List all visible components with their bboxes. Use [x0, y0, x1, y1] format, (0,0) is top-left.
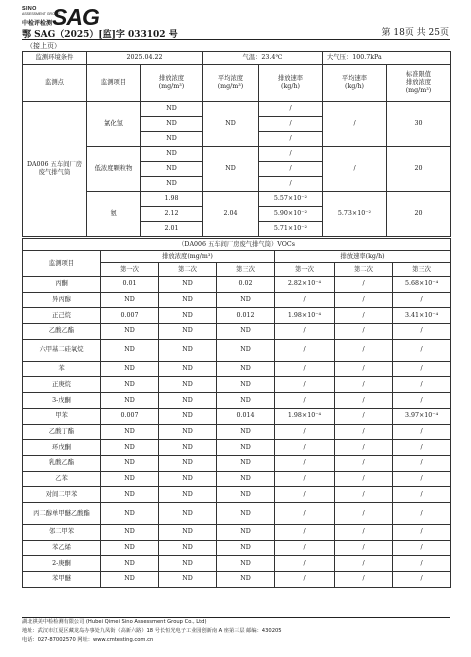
voc-name: 乙酸丁酯	[23, 424, 101, 440]
voc-name: 乳酸乙酯	[23, 455, 101, 471]
voc-concentration: ND	[101, 540, 159, 556]
voc-concentration: ND	[159, 361, 217, 377]
table-row	[23, 192, 451, 207]
voc-name: 2-庚酮	[23, 556, 101, 572]
emission-rate-value: /	[259, 147, 323, 162]
voc-concentration: ND	[217, 292, 275, 308]
table-row	[23, 556, 451, 572]
voc-name: 六甲基二硅氧烷	[23, 339, 101, 361]
table-row	[23, 408, 451, 424]
voc-concentration: ND	[159, 292, 217, 308]
voc-emission-rate: 1.98×10⁻⁴	[275, 308, 335, 324]
voc-emission-rate: /	[335, 471, 393, 487]
voc-emission-rate: /	[275, 292, 335, 308]
pollutant-name: 低浓度颗粒物	[87, 147, 141, 192]
table-row	[23, 502, 451, 524]
logo-subtitle: ASSESSMENT GROUP	[22, 12, 60, 16]
voc-concentration: ND	[159, 324, 217, 340]
voc-concentration: ND	[159, 393, 217, 409]
vocs-subheader: 第二次	[335, 263, 393, 277]
table-row	[23, 540, 451, 556]
header-divider	[22, 39, 450, 40]
pollutant-name: 氨	[87, 192, 141, 237]
continued-label: （接上页）	[26, 42, 61, 50]
vocs-header-conc: 排放浓度(mg/m³)	[101, 251, 275, 263]
voc-emission-rate: /	[335, 424, 393, 440]
voc-emission-rate: /	[393, 424, 451, 440]
table-row	[23, 308, 451, 324]
voc-emission-rate: /	[393, 393, 451, 409]
conditions-date: 2025.04.22	[87, 52, 203, 65]
emission-rate-value: 5.57×10⁻²	[259, 192, 323, 207]
voc-concentration: ND	[101, 393, 159, 409]
header-rate: 排放速率 (kg/h)	[259, 65, 323, 102]
voc-name: 甲苯	[23, 408, 101, 424]
voc-concentration: ND	[217, 524, 275, 540]
voc-name: 丙二醇单甲醚乙酸酯	[23, 502, 101, 524]
vocs-title-row	[23, 239, 451, 251]
voc-concentration: ND	[101, 424, 159, 440]
voc-emission-rate: /	[335, 393, 393, 409]
voc-emission-rate: /	[393, 502, 451, 524]
voc-concentration: ND	[159, 277, 217, 293]
emission-rate-value: /	[259, 162, 323, 177]
table-row	[23, 292, 451, 308]
voc-emission-rate: /	[275, 440, 335, 456]
voc-concentration: ND	[159, 471, 217, 487]
voc-name: 环戊酮	[23, 440, 101, 456]
average-concentration: 2.04	[203, 192, 259, 237]
voc-concentration: ND	[217, 339, 275, 361]
voc-concentration: ND	[217, 572, 275, 588]
voc-emission-rate: /	[393, 487, 451, 503]
voc-emission-rate: /	[335, 377, 393, 393]
emission-rate-value: /	[259, 132, 323, 147]
page-number: 第 18页 共 25页	[381, 28, 449, 38]
voc-emission-rate: /	[393, 440, 451, 456]
voc-concentration: ND	[217, 324, 275, 340]
voc-emission-rate: /	[393, 292, 451, 308]
emission-rate-value: /	[259, 117, 323, 132]
average-rate: /	[323, 102, 387, 147]
table-row	[23, 440, 451, 456]
table-row	[23, 277, 451, 293]
voc-name: 苯乙烯	[23, 540, 101, 556]
table-row	[23, 572, 451, 588]
pollutant-name: 氯化氢	[87, 102, 141, 147]
concentration-value: 1.98	[141, 192, 203, 207]
voc-concentration: ND	[159, 377, 217, 393]
average-rate: 5.73×10⁻²	[323, 192, 387, 237]
voc-concentration: ND	[159, 487, 217, 503]
voc-concentration: ND	[159, 455, 217, 471]
vocs-subheader: 第二次	[159, 263, 217, 277]
concentration-value: 2.01	[141, 222, 203, 237]
voc-emission-rate: /	[275, 556, 335, 572]
voc-emission-rate: /	[335, 277, 393, 293]
table-header-row	[23, 65, 451, 102]
voc-emission-rate: /	[335, 339, 393, 361]
voc-concentration: ND	[101, 339, 159, 361]
voc-concentration: ND	[101, 455, 159, 471]
voc-emission-rate: 5.68×10⁻⁴	[393, 277, 451, 293]
voc-concentration: ND	[217, 487, 275, 503]
voc-emission-rate: /	[393, 361, 451, 377]
voc-emission-rate: /	[335, 455, 393, 471]
concentration-value: ND	[141, 102, 203, 117]
voc-concentration: ND	[159, 556, 217, 572]
voc-concentration: ND	[101, 324, 159, 340]
voc-emission-rate: 3.41×10⁻⁴	[393, 308, 451, 324]
voc-name: 苯甲醚	[23, 572, 101, 588]
voc-emission-rate: /	[393, 377, 451, 393]
voc-name: 乙苯	[23, 471, 101, 487]
header-avg-conc: 平均浓度 (mg/m³)	[203, 65, 259, 102]
voc-concentration: ND	[159, 572, 217, 588]
voc-concentration: ND	[101, 361, 159, 377]
voc-concentration: ND	[159, 524, 217, 540]
voc-name: 乙酸乙酯	[23, 324, 101, 340]
vocs-header-item: 监测项目	[23, 251, 101, 277]
voc-concentration: ND	[217, 440, 275, 456]
header-limit: 标准限值 排放浓度 (mg/m³)	[387, 65, 451, 102]
voc-emission-rate: /	[275, 339, 335, 361]
voc-concentration: ND	[159, 424, 217, 440]
emission-rate-value: 5.90×10⁻²	[259, 207, 323, 222]
vocs-title: （DA006 五车间厂房废气排气筒）VOCs	[23, 239, 451, 251]
voc-emission-rate: /	[335, 440, 393, 456]
footer	[22, 618, 450, 645]
concentration-value: ND	[141, 162, 203, 177]
voc-emission-rate: 1.98×10⁻⁴	[275, 408, 335, 424]
voc-name: 正庚烷	[23, 377, 101, 393]
table-row	[23, 393, 451, 409]
voc-concentration: ND	[159, 408, 217, 424]
document-number: 鄂 SAG（2025）[监]字 033102 号	[22, 30, 178, 40]
voc-emission-rate: /	[393, 540, 451, 556]
voc-name: 对间二甲苯	[23, 487, 101, 503]
voc-concentration: ND	[101, 572, 159, 588]
conditions-row	[23, 52, 451, 65]
voc-emission-rate: /	[393, 524, 451, 540]
vocs-subheader: 第一次	[275, 263, 335, 277]
voc-concentration: 0.01	[101, 277, 159, 293]
logo-sino-text: SINO	[22, 6, 37, 12]
vocs-subheader: 第三次	[217, 263, 275, 277]
logo-sag: SAG	[52, 4, 99, 30]
voc-concentration: ND	[217, 361, 275, 377]
average-concentration: ND	[203, 102, 259, 147]
voc-concentration: ND	[101, 377, 159, 393]
voc-emission-rate: /	[275, 524, 335, 540]
voc-emission-rate: /	[275, 324, 335, 340]
voc-concentration: ND	[217, 377, 275, 393]
voc-concentration: ND	[101, 471, 159, 487]
voc-concentration: ND	[159, 440, 217, 456]
voc-name: 异丙醇	[23, 292, 101, 308]
footer-address: 地址：武汉市江夏区藏龙岛办事处九凤街（高新六路）18 号长恒光电子工业园创新南 A 座第三层 邮编：430205	[22, 628, 282, 634]
voc-emission-rate: /	[335, 572, 393, 588]
emission-rate-value: /	[259, 177, 323, 192]
voc-concentration: ND	[217, 540, 275, 556]
vocs-subheader: 第三次	[393, 263, 451, 277]
standard-limit: 20	[387, 192, 451, 237]
voc-concentration: ND	[159, 502, 217, 524]
conditions-temperature: 气温：23.4℃	[203, 52, 323, 65]
table-row	[23, 339, 451, 361]
voc-emission-rate: /	[335, 324, 393, 340]
voc-concentration: ND	[217, 471, 275, 487]
logo-chinese-name: 中检评检测	[22, 20, 53, 27]
voc-emission-rate: /	[275, 393, 335, 409]
voc-emission-rate: /	[393, 572, 451, 588]
voc-emission-rate: /	[335, 502, 393, 524]
voc-emission-rate: /	[335, 408, 393, 424]
table-row	[23, 487, 451, 503]
voc-emission-rate: /	[275, 502, 335, 524]
voc-emission-rate: 3.97×10⁻⁴	[393, 408, 451, 424]
voc-concentration: ND	[217, 393, 275, 409]
concentration-value: ND	[141, 117, 203, 132]
voc-concentration: 0.012	[217, 308, 275, 324]
footer-contact: 电话：027-87002570 网址：www.cmtesting.com.cn	[22, 637, 154, 643]
voc-concentration: ND	[101, 524, 159, 540]
concentration-value: 2.12	[141, 207, 203, 222]
voc-concentration: ND	[217, 455, 275, 471]
emission-rate-value: 5.71×10⁻²	[259, 222, 323, 237]
table-row	[23, 361, 451, 377]
conditions-label: 监测环境条件	[23, 52, 87, 65]
table-row	[23, 424, 451, 440]
voc-concentration: ND	[101, 440, 159, 456]
voc-emission-rate: /	[335, 361, 393, 377]
voc-emission-rate: /	[275, 540, 335, 556]
voc-concentration: ND	[159, 540, 217, 556]
voc-emission-rate: /	[393, 324, 451, 340]
voc-emission-rate: /	[335, 540, 393, 556]
voc-concentration: ND	[101, 502, 159, 524]
voc-emission-rate: /	[275, 471, 335, 487]
footer-company: 湖北祺美中检检测有限公司 (Hubei Qimei Sino Assessment Group Co., Ltd)	[22, 619, 207, 625]
voc-emission-rate: /	[275, 487, 335, 503]
voc-concentration: 0.007	[101, 308, 159, 324]
header-avg-rate: 平均速率 (kg/h)	[323, 65, 387, 102]
table-row	[23, 324, 451, 340]
voc-emission-rate: /	[393, 339, 451, 361]
vocs-header-row	[23, 251, 451, 263]
voc-emission-rate: /	[275, 361, 335, 377]
voc-name: 3-戊酮	[23, 393, 101, 409]
voc-concentration: ND	[101, 292, 159, 308]
voc-name: 正己烷	[23, 308, 101, 324]
voc-concentration: ND	[217, 502, 275, 524]
standard-limit: 30	[387, 102, 451, 147]
table-row	[23, 455, 451, 471]
monitoring-point-name: DA006 五车间厂房废气排气筒	[23, 102, 87, 237]
average-concentration: ND	[203, 147, 259, 192]
voc-emission-rate: /	[275, 424, 335, 440]
header-point: 监测点	[23, 65, 87, 102]
voc-concentration: ND	[101, 556, 159, 572]
table-row	[23, 471, 451, 487]
concentration-value: ND	[141, 177, 203, 192]
voc-emission-rate: /	[393, 556, 451, 572]
voc-emission-rate: /	[335, 487, 393, 503]
voc-emission-rate: /	[335, 556, 393, 572]
table-row	[23, 147, 451, 162]
concentration-value: ND	[141, 147, 203, 162]
voc-emission-rate: /	[275, 455, 335, 471]
voc-concentration: ND	[101, 487, 159, 503]
concentration-value: ND	[141, 132, 203, 147]
voc-name: 丙酮	[23, 277, 101, 293]
header-item: 监测项目	[87, 65, 141, 102]
voc-concentration: 0.02	[217, 277, 275, 293]
voc-concentration: ND	[159, 308, 217, 324]
voc-concentration: 0.007	[101, 408, 159, 424]
voc-emission-rate: 2.82×10⁻⁴	[275, 277, 335, 293]
average-rate: /	[323, 147, 387, 192]
vocs-results-table	[22, 238, 451, 588]
voc-concentration: ND	[159, 339, 217, 361]
voc-emission-rate: /	[335, 308, 393, 324]
voc-concentration: ND	[217, 424, 275, 440]
voc-concentration: 0.014	[217, 408, 275, 424]
voc-emission-rate: /	[393, 455, 451, 471]
vocs-subheader: 第一次	[101, 263, 159, 277]
voc-name: 苯	[23, 361, 101, 377]
emission-rate-value: /	[259, 102, 323, 117]
voc-name: 邻二甲苯	[23, 524, 101, 540]
vocs-header-rate: 排放速率(kg/h)	[275, 251, 451, 263]
voc-emission-rate: /	[335, 524, 393, 540]
voc-emission-rate: /	[335, 292, 393, 308]
standard-limit: 20	[387, 147, 451, 192]
table-row	[23, 102, 451, 117]
sampling-results-table	[22, 51, 451, 237]
header-conc: 排放浓度 (mg/m³)	[141, 65, 203, 102]
voc-emission-rate: /	[275, 377, 335, 393]
table-row	[23, 524, 451, 540]
conditions-pressure: 大气压：100.7kPa	[323, 52, 451, 65]
table-row	[23, 377, 451, 393]
voc-emission-rate: /	[275, 572, 335, 588]
voc-emission-rate: /	[393, 471, 451, 487]
voc-concentration: ND	[217, 556, 275, 572]
